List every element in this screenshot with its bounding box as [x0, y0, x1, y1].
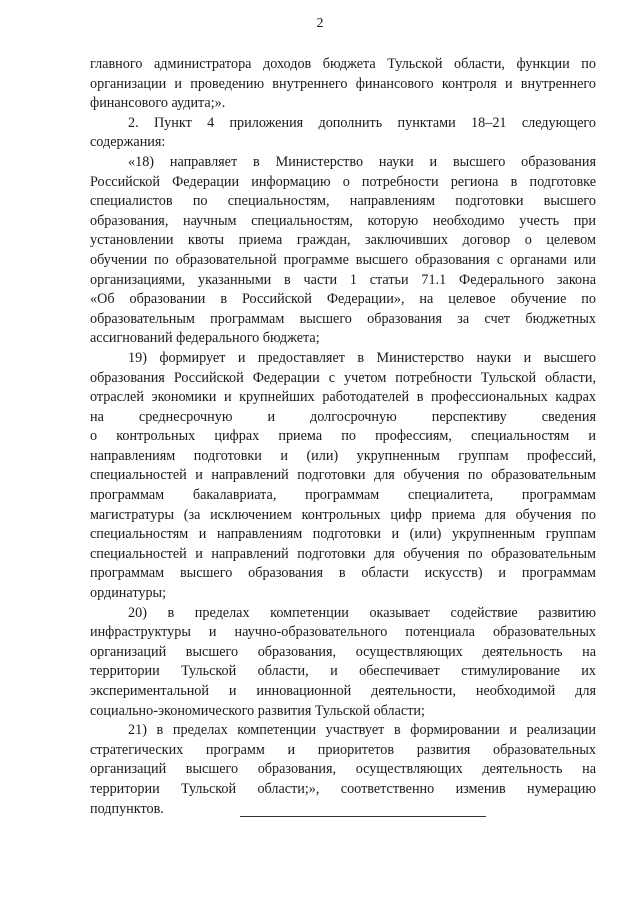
text-line: специальностям и направлениям подготовки и (или) укрупненным группам: [90, 526, 596, 543]
closing-rule: [240, 816, 486, 817]
text-line: отраслей экономики и крупнейших работодателей в профессиональных кадрах: [90, 389, 596, 406]
text-line: территории Тульской области;», соответственно изменив нумерацию: [90, 780, 596, 797]
text-line: специалистов по специальностям, направлениям подготовки высшего: [90, 193, 596, 210]
text-line: организации и проведению внутреннего финансового контроля и внутреннего: [90, 75, 596, 92]
text-line: специальностей и направлений подготовки для обучения по образовательным: [90, 467, 596, 484]
text-line: территории Тульской области, и обеспечивает стимулирование их: [90, 663, 596, 680]
text-line: 20) в пределах компетенции оказывает содействие развитию: [128, 604, 596, 621]
text-line: образовательным программам высшего образования за счет бюджетных: [90, 310, 596, 327]
text-line: ассигнований федерального бюджета;: [90, 330, 320, 347]
text-line: организациями, указанными в части 1 статьи 71.1 Федерального закона: [90, 271, 596, 288]
text-line: программам высшего образования в области искусств) и программам: [90, 565, 596, 582]
text-line: 21) в пределах компетенции участвует в формировании и реализации: [128, 722, 596, 739]
text-line: специальностей и направлений подготовки для обучения по образовательным: [90, 545, 596, 562]
text-line: 2. Пункт 4 приложения дополнить пунктами 18–21 следующего: [128, 114, 596, 131]
text-line: на среднесрочную и долгосрочную перспективу сведения: [90, 408, 596, 425]
text-line: «18) направляет в Министерство науки и высшего образования: [128, 153, 596, 170]
text-line: обучении по образовательной программе высшего образования с органами или: [90, 251, 596, 268]
text-line: экспериментальной и инновационной деятельности, необходимой для: [90, 683, 596, 699]
text-line: направлениям подготовки и (или) укрупненным группам профессий,: [90, 447, 596, 464]
text-line: о контрольных цифрах приема по профессиям, специальностям и: [90, 428, 596, 445]
text-line: социально-экономического развития Тульской области;: [90, 702, 425, 719]
text-line: подпунктов.: [90, 800, 164, 817]
page-number: 2: [316, 16, 324, 31]
text-line: содержания:: [90, 134, 166, 151]
text-line: программам бакалавриата, программам специалитета, программам: [90, 487, 596, 504]
text-line: ординатуры;: [90, 585, 167, 602]
text-line: образования, научным специальностям, которую необходимо учесть при: [90, 212, 596, 229]
text-line: организаций высшего образования, осуществляющих деятельность на: [90, 761, 596, 778]
text-line: инфраструктуры и научно-образовательного потенциала образовательных: [90, 624, 596, 641]
text-line: организаций высшего образования, осуществляющих деятельность на: [90, 643, 596, 660]
text-line: финансового аудита;».: [90, 95, 226, 112]
document-body: [90, 55, 596, 819]
text-line: магистратуры (за исключением контрольных цифр приема для обучения по: [90, 506, 596, 523]
text-line: стратегических программ и приоритетов развития образовательных: [90, 741, 596, 758]
text-line: Российской Федерации информацию о потребности региона в подготовке: [90, 173, 596, 190]
text-line: образования Российской Федерации с учетом потребности Тульской области,: [90, 369, 596, 386]
text-line: установлении квоты приема граждан, заключивших договор о целевом: [90, 232, 596, 249]
text-line: 19) формирует и предоставляет в Министерство науки и высшего: [128, 349, 596, 366]
text-line: «Об образовании в Российской Федерации», на целевое обучение по: [90, 291, 596, 308]
text-line: главного администратора доходов бюджета Тульской области, функции по: [90, 56, 596, 72]
